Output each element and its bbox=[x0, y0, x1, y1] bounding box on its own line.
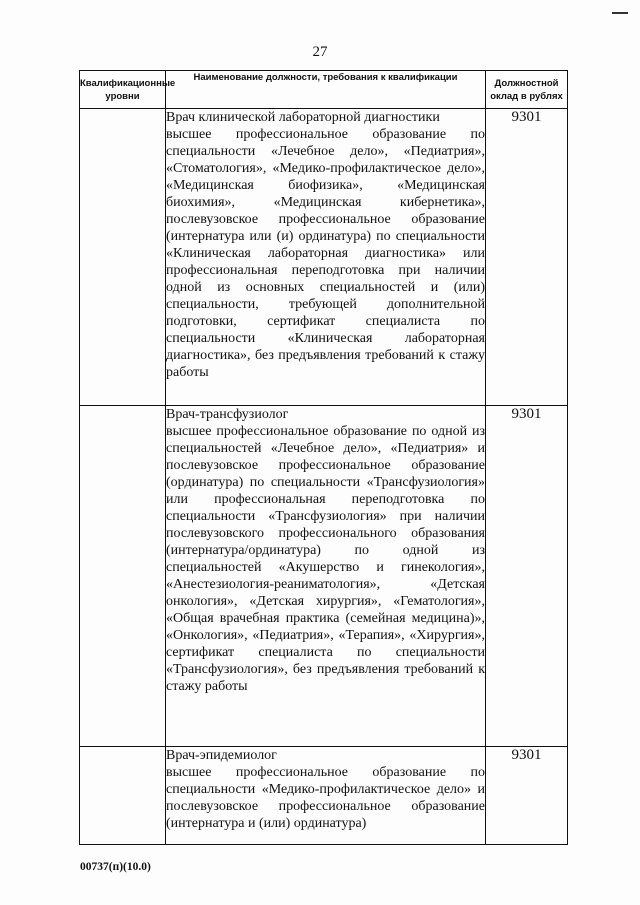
qualification-table bbox=[79, 70, 568, 845]
position-requirements: высшее профессиональное образование по специальности «Медико-профилактическое дело» и послевузовское профессиональное образование (интернатура и (или) ординатура) bbox=[166, 765, 485, 831]
position-title: Врач-эпидемиолог bbox=[166, 748, 277, 763]
header-salary: Должностной оклад в рублях bbox=[486, 71, 568, 109]
position-title: Врач-трансфузиолог bbox=[166, 407, 289, 422]
row-level-cell bbox=[80, 747, 166, 845]
position-title: Врач клинической лабораторной диагностики bbox=[166, 110, 440, 125]
table-row bbox=[80, 406, 568, 747]
position-requirements: высшее профессиональное образование по одной из специальностей «Лечебное дело», «Педиатрия» и послевузовское профессиональное образование (ординатура) по специальности «Трансфузиология» или профессиональная переподготовка по специальности «Трансфузиология» при наличии послевузовского профессионального образования (интернатура/ординатура) по одной из специальностей «Акушерство и гинекология», «Анестезиология-реаниматология», «Детская онкология», «Детская хирургия», «Гематология», «Общая врачебная практика (семейная медицина)», «Онкология», «Педиатрия», «Терапия», «Хирургия», сертификат специалиста по специальности «Трансфузиология», без предъявления требований к стажу работы bbox=[166, 424, 485, 694]
row-description-cell bbox=[166, 747, 486, 845]
salary-value: 9301 bbox=[486, 109, 568, 406]
salary-value: 9301 bbox=[486, 406, 568, 747]
table-row bbox=[80, 747, 568, 845]
header-position-requirements: Наименование должности, требования к квалификации bbox=[166, 71, 486, 109]
row-description-cell bbox=[166, 109, 486, 406]
corner-mark bbox=[612, 12, 628, 14]
row-level-cell bbox=[80, 406, 166, 747]
row-description-cell bbox=[166, 406, 486, 747]
salary-value: 9301 bbox=[486, 747, 568, 845]
table-row bbox=[80, 109, 568, 406]
header-qualification-levels: Квалификационные уровни bbox=[80, 71, 166, 109]
page-number: 27 bbox=[312, 44, 328, 60]
document-code: 00737(п)(10.0) bbox=[80, 861, 151, 873]
position-requirements: высшее профессиональное образование по специальности «Лечебное дело», «Педиатрия», «Стоматология», «Медико-профилактическое дело», «Медицинская биофизика», «Медицинская биохимия», «Медицинская кибернетика», послевузовское профессиональное образование (интернатура или (и) ординатура) по специальности «Клиническая лабораторная диагностика» или профессиональная переподготовка при наличии одной из основных специальностей и (или) специальности, требующей дополнительной подготовки, сертификат специалиста по специальности «Клиническая лабораторная диагностика», без предъявления требований к стажу работы bbox=[166, 127, 485, 380]
row-level-cell bbox=[80, 109, 166, 406]
table-header-row bbox=[80, 71, 568, 109]
